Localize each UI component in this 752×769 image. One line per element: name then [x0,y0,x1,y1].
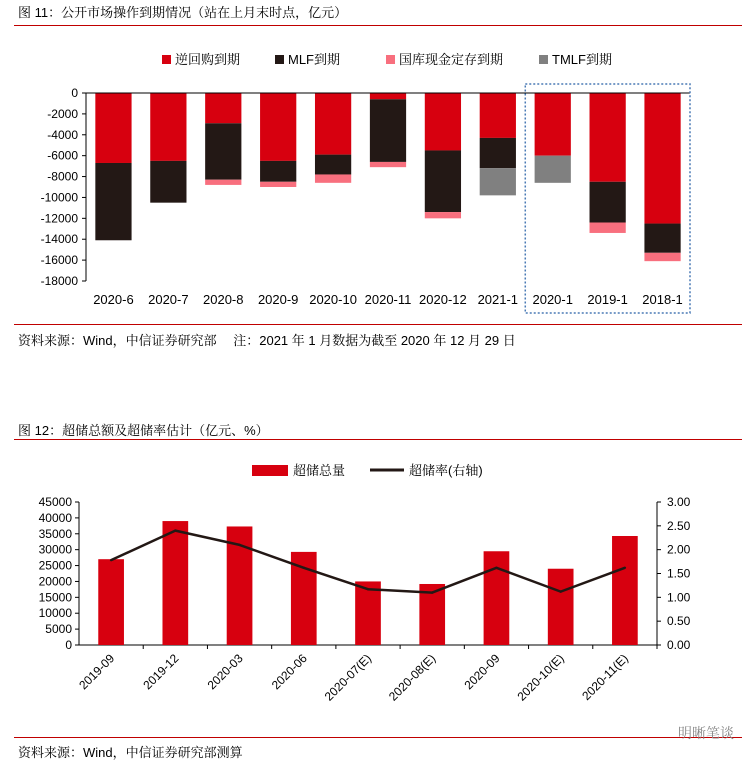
wechat-watermark: 明晰笔谈 [678,725,734,741]
bar-2019-1-series-1 [590,93,626,182]
x-tick-label: 2019-09 [76,651,118,693]
x-tick-label: 2020-03 [204,651,246,693]
left-y-tick-label: 30000 [38,542,72,557]
left-y-tick-label: 5000 [45,622,72,637]
bar-2020-10-series-1 [315,93,351,155]
x-tick-label: 2020-7 [148,292,189,307]
bar-2018-1-series-3 [644,253,680,261]
left-y-tick-label: 10000 [38,606,72,621]
x-tick-label: 2020-10(E) [514,651,567,704]
figure-12-source-note: 资料来源：Wind，中信证券研究部测算 [18,745,243,760]
x-tick-label: 2020-09 [461,651,503,693]
bar-2021-1-series-4 [480,168,516,195]
figure-12-bottom-rule [14,737,742,738]
right-y-tick-label: 1.50 [667,566,691,581]
left-y-tick-label: 35000 [38,526,72,541]
legend-label-line: 超储率(右轴) [409,463,483,478]
bar-2020-12-series-1 [425,93,461,150]
x-tick-label: 2020-6 [93,292,134,307]
bar-2020-6-series-1 [95,93,131,163]
legend-swatch-2 [275,55,284,64]
figure-11-source-note: 资料来源：Wind，中信证券研究部 注：2021 年 1 月数据为截至 2020 年 12 月 29 日 [18,333,516,348]
legend-swatch-4 [539,55,548,64]
x-tick-label: 2021-1 [477,292,519,307]
bar-2020-9-series-3 [260,182,296,187]
y-tick-label: -4000 [47,127,78,142]
bar-2021-1-series-2 [480,138,516,168]
x-tick-label: 2020-11 [364,292,412,307]
x-tick-label: 2018-1 [642,292,683,307]
legend-label-3: 国库现金定存到期 [399,52,504,67]
left-y-tick-label: 15000 [38,590,72,605]
right-y-tick-label: 2.00 [667,542,691,557]
bar-2020-8-series-1 [205,93,241,123]
legend-label-4: TMLF到期 [552,52,612,67]
x-tick-label: 2020-9 [257,292,299,307]
bar-2019-1-series-2 [590,182,626,223]
line-point-2020-08(E) [431,591,433,593]
bar-2020-10-series-3 [315,174,351,182]
right-y-tick-label: 2.50 [667,518,691,533]
x-tick-label: 2020-1 [532,292,573,307]
y-tick-label: -2000 [47,106,78,121]
right-y-tick-label: 1.00 [667,590,691,605]
legend-label-bar: 超储总量 [293,463,346,478]
bar-2020-12-series-2 [425,150,461,212]
x-tick-label: 2020-8 [203,292,244,307]
right-y-tick-label: 0.50 [667,614,691,629]
x-tick-label: 2020-10 [309,292,357,307]
y-tick-label: -8000 [47,169,78,184]
line-point-2020-06 [303,567,305,569]
y-tick-label: -6000 [47,148,78,163]
figure-12-top-rule [14,439,742,440]
y-tick-label: -18000 [40,274,78,288]
left-y-tick-label: 0 [65,638,72,652]
line-point-2019-12 [174,529,176,531]
line-point-2019-09 [110,559,112,561]
x-tick-label: 2019-1 [587,292,628,307]
right-y-tick-label: 0.00 [667,638,691,652]
bar-2018-1-series-1 [644,93,680,224]
legend-swatch-1 [162,55,171,64]
left-y-tick-label: 25000 [38,558,72,573]
bar-2020-11-series-1 [370,93,406,99]
legend-swatch-bar [252,465,288,476]
bar-2020-9-series-1 [260,93,296,161]
bar-2020-7-series-1 [150,93,186,161]
bar-2020-11-series-2 [370,99,406,162]
bar-2020-6-series-2 [95,163,131,240]
bar-2020-1-series-1 [535,93,571,156]
open-market-maturity-chart [0,40,752,340]
x-tick-label: 2020-11(E) [579,651,632,703]
y-tick-label: -10000 [40,190,78,205]
bar-2021-1-series-1 [480,93,516,138]
legend-label-1: 逆回购到期 [175,52,241,67]
figure-12-caption: 图 12：超储总额及超储率估计（亿元、%） [18,423,269,438]
left-y-tick-label: 40000 [38,510,72,525]
x-tick-label: 2020-07(E) [321,651,375,704]
line-point-2020-09 [495,567,497,569]
line-point-2020-07(E) [367,588,369,590]
bar-2020-11(E) [612,536,638,645]
x-tick-label: 2020-08(E) [385,651,439,704]
bar-2020-7-series-2 [150,161,186,203]
bar-2020-09 [484,551,510,645]
line-point-2020-10(E) [559,590,561,592]
x-tick-label: 2020-06 [268,651,310,693]
figure-11-top-rule [14,25,742,26]
y-tick-label: -16000 [40,253,78,268]
bar-2020-8-series-2 [205,123,241,179]
bar-2019-12 [162,521,188,645]
y-tick-label: -12000 [40,211,78,226]
left-y-tick-label: 45000 [38,495,72,509]
x-tick-label: 2020-12 [419,292,467,307]
bar-2020-10-series-2 [315,155,351,175]
bar-2019-1-series-3 [590,223,626,233]
right-y-tick-label: 3.00 [667,495,691,509]
bar-2020-12-series-3 [425,212,461,218]
bar-2020-8-series-3 [205,180,241,185]
bar-2020-9-series-2 [260,161,296,182]
legend-label-2: MLF到期 [288,52,341,67]
line-point-2020-11(E) [624,567,626,569]
line-point-2020-03 [238,544,240,546]
left-y-tick-label: 20000 [38,574,72,589]
figure-11-bottom-rule [14,324,742,325]
x-tick-label: 2019-12 [140,651,182,693]
y-tick-label: -14000 [40,232,78,247]
y-tick-label: 0 [71,86,78,100]
bar-2019-09 [98,559,124,645]
bar-2020-10(E) [548,569,574,645]
legend-swatch-3 [386,55,395,64]
bar-2020-07(E) [355,581,381,645]
bar-2020-1-series-4 [535,156,571,183]
bar-2018-1-series-2 [644,224,680,253]
figure-11-caption: 图 11：公开市场操作到期情况（站在上月末时点，亿元） [18,5,348,20]
excess-reserve-chart [0,450,752,735]
bar-2020-11-series-3 [370,162,406,167]
